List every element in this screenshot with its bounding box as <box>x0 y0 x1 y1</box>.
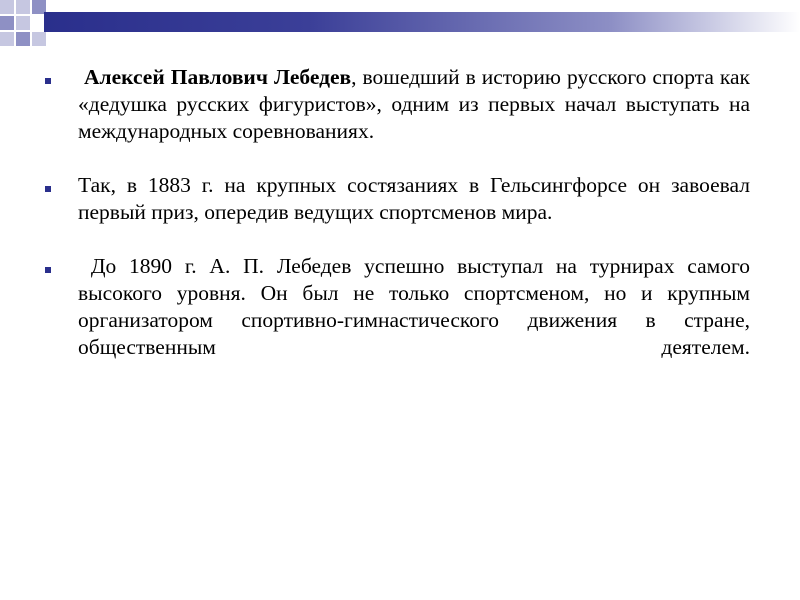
bullet-item <box>45 172 750 226</box>
bullet-item-text: Так, в 1883 г. на крупных состязаниях в Гельсингфорсе он завоевал первый приз, опередив ведущих спортсменов мира. <box>78 173 750 224</box>
square-bullet-icon <box>45 78 51 84</box>
bullet-list <box>45 64 756 388</box>
decor-square <box>0 0 14 14</box>
bullet-item-text <box>78 64 750 145</box>
square-bullet-icon <box>45 267 51 273</box>
bullet-item <box>45 253 756 361</box>
decor-square <box>16 16 30 30</box>
decor-square <box>32 32 46 46</box>
decor-square <box>0 32 14 46</box>
decor-square <box>16 0 30 14</box>
header-gradient-bar <box>44 12 800 32</box>
bullet-item-text: До 1890 г. А. П. Лебедев успешно выступал на турнирах самого высокого уровня. Он был не только спортсменом, но и крупным организатором спортивно-гимнастического движения в стране, общественным деятелем. <box>78 254 756 359</box>
decor-square <box>0 16 14 30</box>
bullet-item-rest: , вошедший в историю русского спорта как «дедушка русских фигуристов», одним из первых начал выступать на международных соревнованиях. <box>78 65 751 143</box>
square-bullet-icon <box>45 186 51 192</box>
decor-square <box>16 32 30 46</box>
bullet-item <box>45 64 750 145</box>
person-name: Алексей Павлович Лебедев <box>84 65 352 89</box>
